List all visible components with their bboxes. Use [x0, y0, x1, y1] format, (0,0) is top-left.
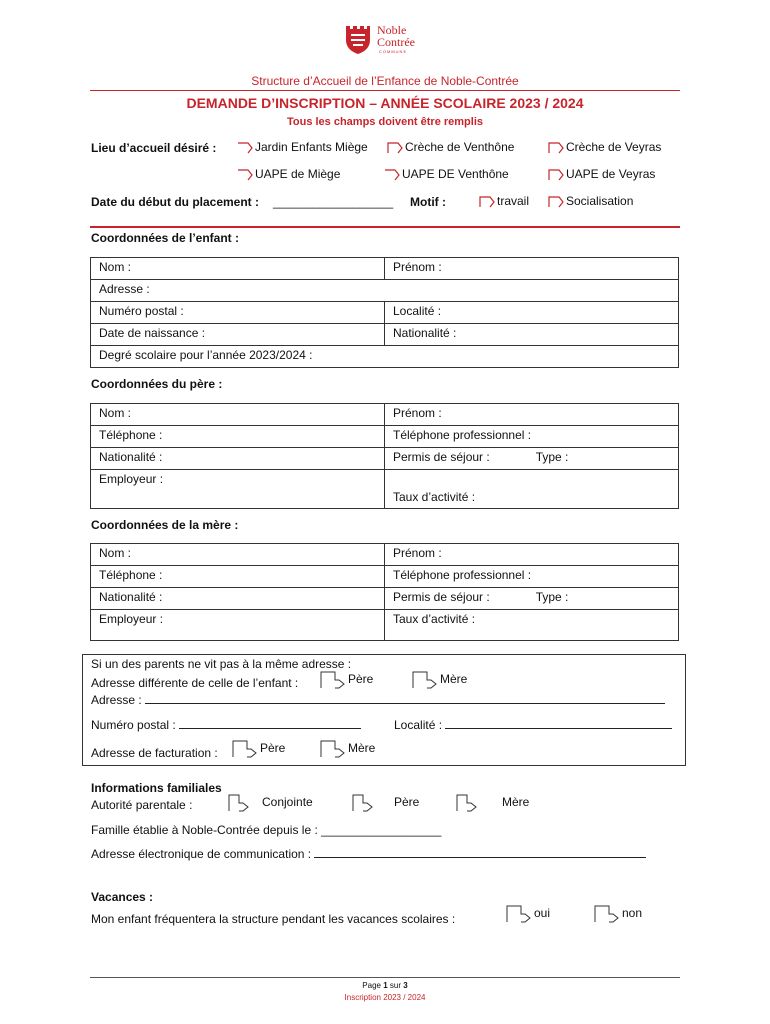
autorite-label: Autorité parentale : [91, 798, 193, 812]
motif-label: Motif : [410, 195, 446, 209]
sep-npa-line [179, 718, 361, 729]
sep-intro: Si un des parents ne vit pas à la même adresse : [91, 657, 352, 671]
vacances-non[interactable]: non [594, 905, 642, 923]
date-label: Date du début du placement : [91, 195, 260, 209]
autorite-conjointe[interactable]: Conjointe [228, 794, 313, 812]
enfant-naissance[interactable]: Date de naissance : [91, 324, 385, 346]
enfant-prenom[interactable]: Prénom : [385, 258, 679, 280]
option-jardin-miege[interactable]: Jardin Enfants Miège [237, 140, 368, 154]
pere-employeur[interactable]: Employeur : [91, 470, 385, 509]
checkbox-icon [384, 169, 400, 181]
checkbox-icon [506, 905, 532, 923]
sep-adresse-row[interactable]: Adresse : [91, 693, 665, 707]
option-uape-venthone[interactable]: UAPE DE Venthône [384, 167, 509, 181]
checkbox-icon [237, 169, 253, 181]
enfant-localite[interactable]: Localité : [385, 302, 679, 324]
vacances-heading: Vacances : [91, 890, 154, 904]
checkbox-icon [237, 142, 253, 154]
famille-heading: Informations familiales [91, 781, 222, 795]
enfant-table [90, 257, 679, 368]
email-line [314, 847, 646, 858]
sep-localite-row[interactable]: Localité : [394, 718, 672, 732]
mere-nationalite[interactable]: Nationalité : [91, 588, 385, 610]
mere-tel-pro[interactable]: Téléphone professionnel : [385, 566, 679, 588]
pere-prenom[interactable]: Prénom : [385, 404, 679, 426]
vacances-oui[interactable]: oui [506, 905, 550, 923]
mere-nom[interactable]: Nom : [91, 544, 385, 566]
mere-tel[interactable]: Téléphone : [91, 566, 385, 588]
mere-prenom[interactable]: Prénom : [385, 544, 679, 566]
option-uape-miege[interactable]: UAPE de Miège [237, 167, 340, 181]
checkbox-icon [594, 905, 620, 923]
email-row[interactable]: Adresse électronique de communication : [91, 847, 646, 861]
sep-pere-option[interactable]: Père [320, 671, 373, 689]
date-input[interactable]: __________________ [273, 195, 394, 209]
pere-tel[interactable]: Téléphone : [91, 426, 385, 448]
mere-employeur[interactable]: Employeur : [91, 610, 385, 641]
footer-doc-title: Inscription 2023 / 2024 [344, 993, 426, 1002]
header-divider [90, 90, 680, 91]
checkbox-icon [387, 142, 403, 154]
pere-heading: Coordonnées du père : [91, 377, 223, 391]
option-creche-venthone[interactable]: Crèche de Venthône [387, 140, 514, 154]
page-number: Page 1 sur 3 [362, 981, 408, 990]
castle-crest-icon [344, 20, 372, 54]
checkbox-icon [479, 196, 495, 208]
logo-line3: COMMUNE [379, 49, 408, 54]
enfant-nom[interactable]: Nom : [91, 258, 385, 280]
mere-heading: Coordonnées de la mère : [91, 518, 239, 532]
checkbox-icon [548, 169, 564, 181]
mere-taux[interactable]: Taux d’activité : [385, 610, 679, 641]
mere-table [90, 543, 679, 641]
checkbox-icon [232, 740, 258, 758]
logo-line1: Noble [377, 23, 407, 37]
option-uape-veyras[interactable]: UAPE de Veyras [548, 167, 655, 181]
checkbox-icon [352, 794, 378, 812]
checkbox-icon [456, 794, 482, 812]
lieu-label: Lieu d’accueil désiré : [91, 141, 217, 155]
checkbox-icon [548, 196, 564, 208]
sep-adresse-line [145, 693, 665, 704]
pere-table [90, 403, 679, 509]
enfant-nationalite[interactable]: Nationalité : [385, 324, 679, 346]
autorite-pere[interactable]: Père [352, 794, 419, 812]
org-name: Structure d’Accueil de l’Enfance de Noble-Contrée [251, 74, 519, 88]
pere-taux[interactable]: Taux d’activité : [385, 470, 679, 509]
page-subtitle: Tous les champs doivent être remplis [286, 116, 484, 128]
enfant-degre[interactable]: Degré scolaire pour l’année 2023/2024 : [91, 346, 679, 368]
checkbox-icon [228, 794, 254, 812]
motif-socialisation[interactable]: Socialisation [548, 194, 633, 208]
pere-tel-pro[interactable]: Téléphone professionnel : [385, 426, 679, 448]
sep-mere-option[interactable]: Mère [412, 671, 467, 689]
fact-mere-option[interactable]: Mère [320, 740, 375, 758]
etablie-blank: __________________ [321, 823, 442, 837]
enfant-heading: Coordonnées de l’enfant : [91, 231, 240, 245]
sep-facturation-label: Adresse de facturation : [91, 746, 218, 760]
sep-diff-label: Adresse différente de celle de l’enfant : [91, 676, 299, 690]
fact-pere-option[interactable]: Père [232, 740, 285, 758]
logo [344, 20, 434, 56]
page-title: DEMANDE D’INSCRIPTION – ANNÉE SCOLAIRE 2023 / 2024 [186, 95, 584, 111]
motif-travail[interactable]: travail [479, 194, 529, 208]
section-divider [90, 226, 680, 228]
autorite-mere[interactable]: Mère [456, 794, 529, 812]
checkbox-icon [412, 671, 438, 689]
option-creche-veyras[interactable]: Crèche de Veyras [548, 140, 661, 154]
sep-localite-line [445, 718, 672, 729]
checkbox-icon [548, 142, 564, 154]
enfant-npa[interactable]: Numéro postal : [91, 302, 385, 324]
checkbox-icon [320, 671, 346, 689]
mere-permis[interactable]: Permis de séjour : Type : [385, 588, 679, 610]
vacances-question: Mon enfant fréquentera la structure pendant les vacances scolaires : [91, 912, 456, 926]
etablie-row[interactable]: Famille établie à Noble-Contrée depuis le : __________________ [91, 823, 442, 837]
logo-line2: Contrée [377, 35, 415, 49]
checkbox-icon [320, 740, 346, 758]
pere-permis[interactable]: Permis de séjour : Type : [385, 448, 679, 470]
footer-divider [90, 977, 680, 978]
sep-npa-row[interactable]: Numéro postal : [91, 718, 361, 732]
pere-nom[interactable]: Nom : [91, 404, 385, 426]
pere-nationalite[interactable]: Nationalité : [91, 448, 385, 470]
enfant-adresse[interactable]: Adresse : [91, 280, 679, 302]
